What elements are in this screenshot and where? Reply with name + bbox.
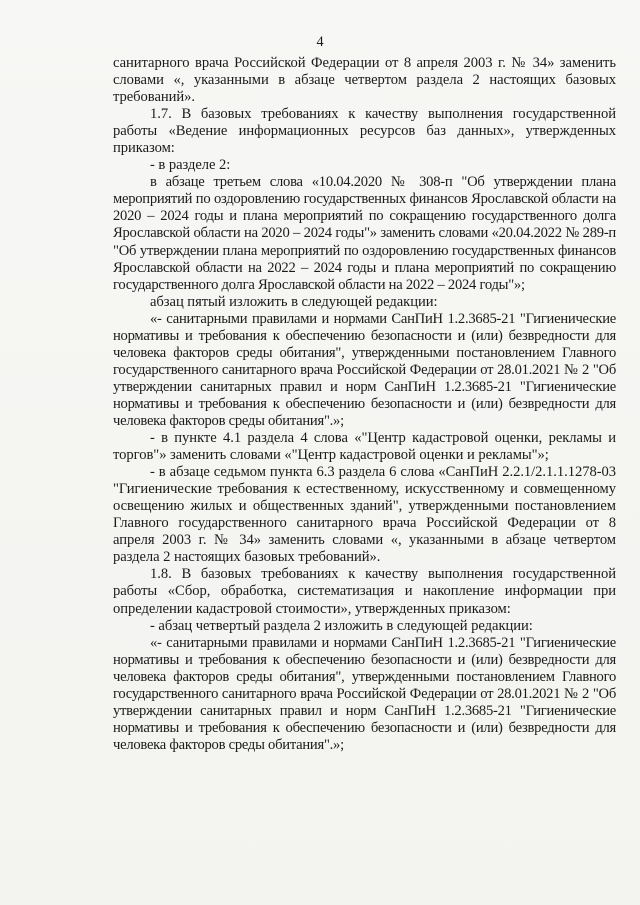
- paragraph-item-1-8: 1.8. В базовых требованиях к качеству выполнения государственной работы «Сбор, обработка, систематизация и накопление информации при определении кадастровой стоимости», утвержденных приказом:: [113, 566, 616, 617]
- paragraph-abzats-third: в абзаце третьем слова «10.04.2020 № 308-п "Об утверждении плана мероприятий по оздоровлению государственных финансов Ярославской области на 2020 – 2024 годы и плана мероприятий по сокращению государственного долга Ярославской области на 2020 – 2024 годы"» заменить словами «20.04.2022 № 289-п "Об утверждении плана мероприятий по оздоровлению государственных финансов Ярославской области на 2022 – 2024 годы и плана мероприятий по сокращению государственного долга Ярославской области на 2022 – 2024 годы"»;: [113, 174, 616, 293]
- paragraph-abzats-fourth: - абзац четвертый раздела 2 изложить в следующей редакции:: [150, 617, 533, 634]
- document-body: [113, 55, 616, 754]
- paragraph-abzats-fifth: абзац пятый изложить в следующей редакции:: [150, 293, 438, 310]
- paragraph-punkt-6-3: - в абзаце седьмом пункта 6.3 раздела 6 слова «СанПиН 2.2.1/2.1.1.1278-03 "Гигиенические требования к естественному, искусственному и совмещенному освещению жилых и общественных зданий", утвержденными постановлением Главного государственного санитарного врача Российской Федерации от 8 апреля 2003 г. № 34» заменить словами «, указанными в абзаце четвертом раздела 2 настоящих базовых требований».: [113, 464, 616, 566]
- paragraph-sanpin-quote-2: «- санитарными правилами и нормами СанПиН 1.2.3685-21 "Гигиенические нормативы и требования к обеспечению безопасности и (или) безвредности для человека факторов среды обитания", утвержденными постановлением Главного государственного санитарного врача Российской Федерации от 28.01.2021 № 2 "Об утверждении санитарных правил и норм СанПиН 1.2.3685-21 "Гигиенические нормативы и требования к обеспечению безопасности и (или) безвредности для человека факторов среды обитания".»;: [113, 634, 616, 753]
- page-number: 4: [316, 34, 324, 50]
- paragraph-punkt-4-1: - в пункте 4.1 раздела 4 слова «"Центр кадастровой оценки, рекламы и торгов"» заменить словами «"Центр кадастровой оценки и рекламы"»;: [113, 430, 616, 464]
- paragraph-continuation: санитарного врача Российской Федерации от 8 апреля 2003 г. № 34» заменить словами «, указанными в абзаце четвертом раздела 2 настоящих базовых требований».: [113, 55, 616, 106]
- paragraph-section-2: - в разделе 2:: [150, 157, 231, 174]
- paragraph-item-1-7: 1.7. В базовых требованиях к качеству выполнения государственной работы «Ведение информационных ресурсов баз данных», утвержденных приказом:: [113, 106, 616, 157]
- paragraph-sanpin-quote-1: «- санитарными правилами и нормами СанПиН 1.2.3685-21 "Гигиенические нормативы и требования к обеспечению безопасности и (или) безвредности для человека факторов среды обитания", утвержденными постановлением Главного государственного санитарного врача Российской Федерации от 28.01.2021 № 2 "Об утверждении санитарных правил и норм СанПиН 1.2.3685-21 "Гигиенические нормативы и требования к обеспечению безопасности и (или) безвредности для человека факторов среды обитания".»;: [113, 310, 616, 429]
